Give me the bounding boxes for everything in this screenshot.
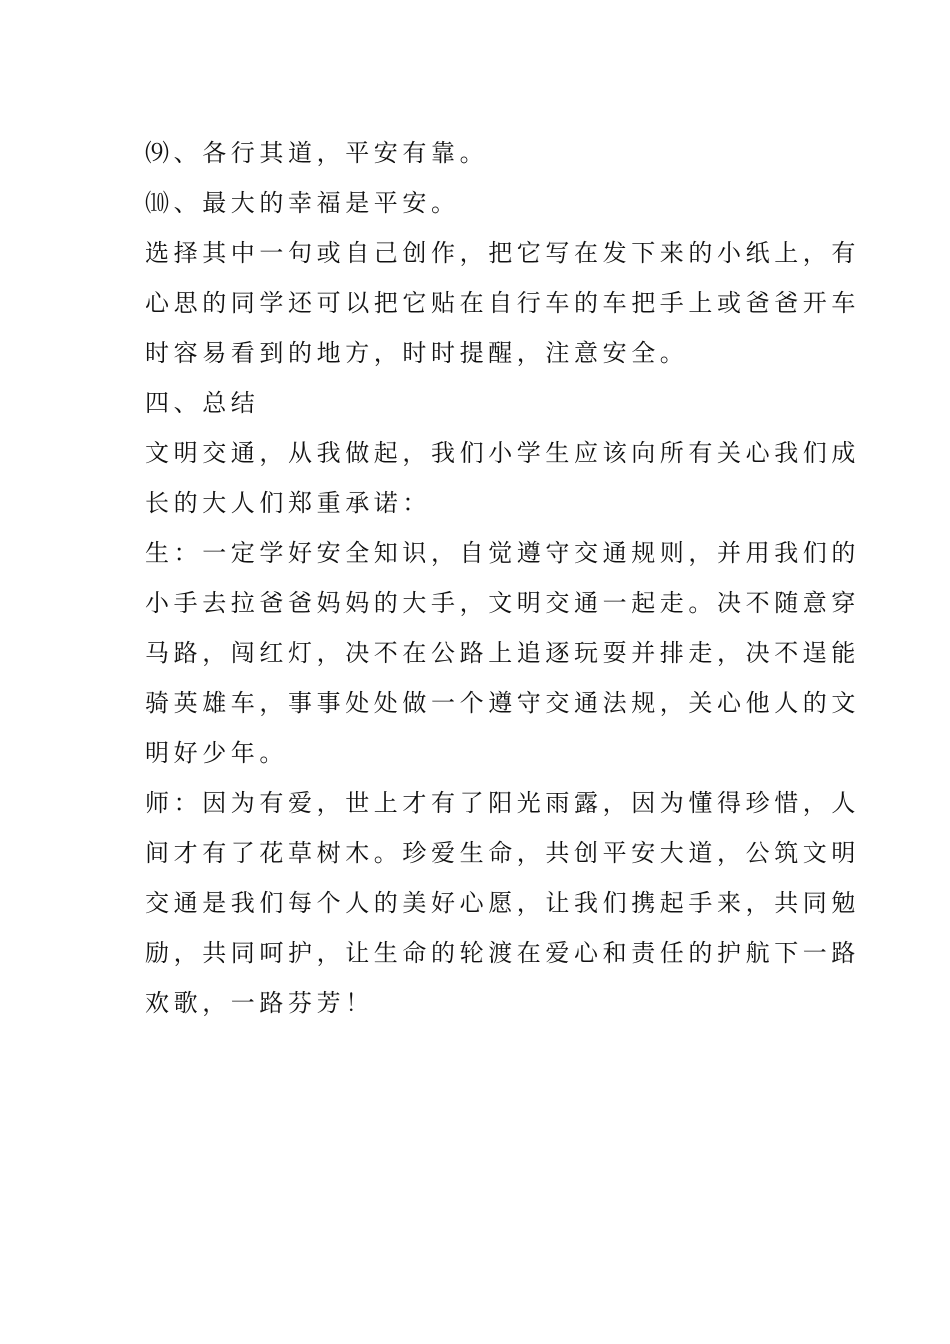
teacher-closing-paragraph [145, 778, 860, 1028]
text-line: 心思的同学还可以把它贴在自行车的车把手上或爸爸开车 [145, 289, 860, 317]
text-line: ⑽、最大的幸福是平安。 [145, 189, 460, 217]
text-line: 马路，闯红灯，决不在公路上追逐玩耍并排走，决不逞能 [145, 639, 860, 667]
instruction-paragraph [145, 228, 860, 378]
text-line: 欢歌，一路芬芳！ [145, 989, 374, 1017]
text-line: 文明交通，从我做起，我们小学生应该向所有关心我们成 [145, 439, 860, 467]
text-line: 明好少年。 [145, 739, 288, 767]
slogan-9 [145, 128, 805, 178]
text-line: 励，共同呵护，让生命的轮渡在爱心和责任的护航下一路 [145, 939, 860, 967]
text-line: 师：因为有爱，世上才有了阳光雨露，因为懂得珍惜，人 [145, 789, 860, 817]
text-line: 小手去拉爸爸妈妈的大手，文明交通一起走。决不随意穿 [145, 589, 860, 617]
text-line: 交通是我们每个人的美好心愿，让我们携起手来，共同勉 [145, 889, 860, 917]
text-line: ⑼、各行其道，平安有靠。 [145, 139, 489, 167]
text-line: 间才有了花草树木。珍爱生命，共创平安大道，公筑文明 [145, 839, 860, 867]
text-line: 骑英雄车，事事处处做一个遵守交通法规，关心他人的文 [145, 689, 860, 717]
summary-intro-paragraph [145, 428, 860, 528]
text-line: 选择其中一句或自己创作，把它写在发下来的小纸上，有 [145, 239, 860, 267]
text-line: 生：一定学好安全知识，自觉遵守交通规则，并用我们的 [145, 539, 860, 567]
section-heading-summary [145, 378, 805, 428]
document-body [145, 128, 860, 1028]
text-line: 四、总结 [145, 389, 260, 417]
slogan-10 [145, 178, 805, 228]
text-line: 时容易看到的地方，时时提醒，注意安全。 [145, 339, 689, 367]
student-pledge-paragraph [145, 528, 860, 778]
text-line: 长的大人们郑重承诺： [145, 489, 431, 517]
